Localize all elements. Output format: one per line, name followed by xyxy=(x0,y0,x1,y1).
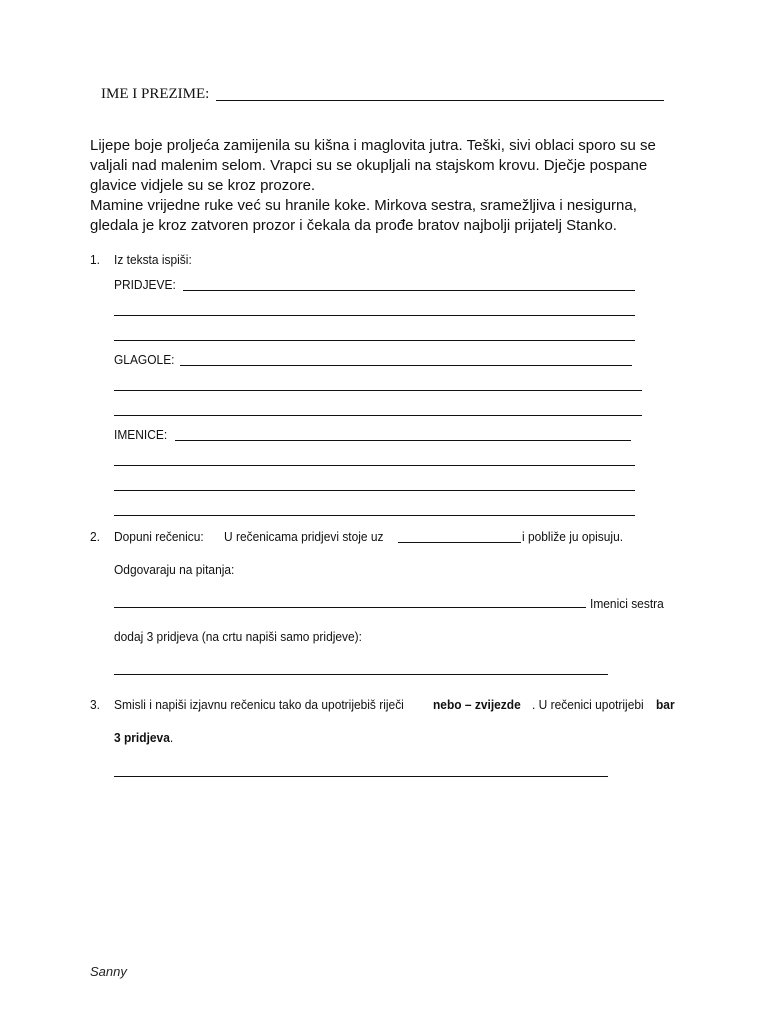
passage-line: Lijepe boje proljeća zamijenila su kišna i maglovita jutra. Teški, sivi oblaci sporo su se xyxy=(90,137,656,154)
verbs-line[interactable] xyxy=(180,365,632,366)
q2-noun-prompt: Imenici sestra xyxy=(590,596,664,611)
name-field[interactable] xyxy=(216,100,664,101)
passage-line: valjali nad malenim selom. Vrapci su se okupljali na stajskom krovu. Dječje pospane xyxy=(90,157,648,174)
verbs-line[interactable] xyxy=(114,390,642,391)
verbs-label: GLAGOLE: xyxy=(114,352,175,367)
nouns-label: IMENICE: xyxy=(114,427,168,442)
q3-bold-count: 3 pridjeva xyxy=(114,730,170,745)
nouns-line[interactable] xyxy=(175,440,631,441)
nouns-line[interactable] xyxy=(114,515,635,516)
q2-add-adjectives: dodaj 3 pridjeva (na crtu napiši samo pridjeve): xyxy=(114,629,362,644)
passage-line: Mamine vrijedne ruke već su hranile koke. Mirkova sestra, sramežljiva i nesigurna, xyxy=(90,197,637,214)
q2-sentence-part2: i pobliže ju opisuju. xyxy=(522,529,624,544)
q3-answer-line[interactable] xyxy=(114,776,608,777)
nouns-line[interactable] xyxy=(114,490,635,491)
q2-lead: Dopuni rečenicu: xyxy=(114,529,204,544)
q2-answers-prompt: Odgovaraju na pitanja: xyxy=(114,562,235,577)
name-label: IME I PREZIME: xyxy=(101,86,210,102)
q3-text-part1: Smisli i napiši izjavnu rečenicu tako da upotrijebiš riječi xyxy=(114,697,404,712)
q1-instruction: Iz teksta ispiši: xyxy=(114,252,192,267)
q3-keywords: nebo – zvijezde xyxy=(433,697,521,712)
q3-period: . xyxy=(169,730,174,745)
adjectives-line[interactable] xyxy=(114,315,635,316)
q3-text-part2: . U rečenici upotrijebi xyxy=(532,697,644,712)
verbs-line[interactable] xyxy=(114,415,642,416)
adjectives-line[interactable] xyxy=(183,290,635,291)
q3-line2 xyxy=(114,730,173,745)
passage-line: glavice vidjele su se kroz prozore. xyxy=(90,177,316,194)
adjectives-label: PRIDJEVE: xyxy=(114,277,176,292)
nouns-line[interactable] xyxy=(114,465,635,466)
q3-number: 3. xyxy=(90,697,100,712)
q2-number: 2. xyxy=(90,529,100,544)
reading-passage xyxy=(90,136,690,236)
q2-fill-blank[interactable] xyxy=(398,542,521,543)
passage-line: gledala je kroz zatvoren prozor i čekala da prođe bratov najbolji prijatelj Stanko. xyxy=(90,217,617,234)
q3-bold-bar: bar xyxy=(656,697,675,712)
q2-question-line[interactable] xyxy=(114,607,586,608)
q2-adjectives-line[interactable] xyxy=(114,674,608,675)
adjectives-line[interactable] xyxy=(114,340,635,341)
footer-author: Sanny xyxy=(90,964,127,979)
q1-number: 1. xyxy=(90,252,100,267)
q2-sentence-part1: U rečenicama pridjevi stoje uz xyxy=(224,529,384,544)
